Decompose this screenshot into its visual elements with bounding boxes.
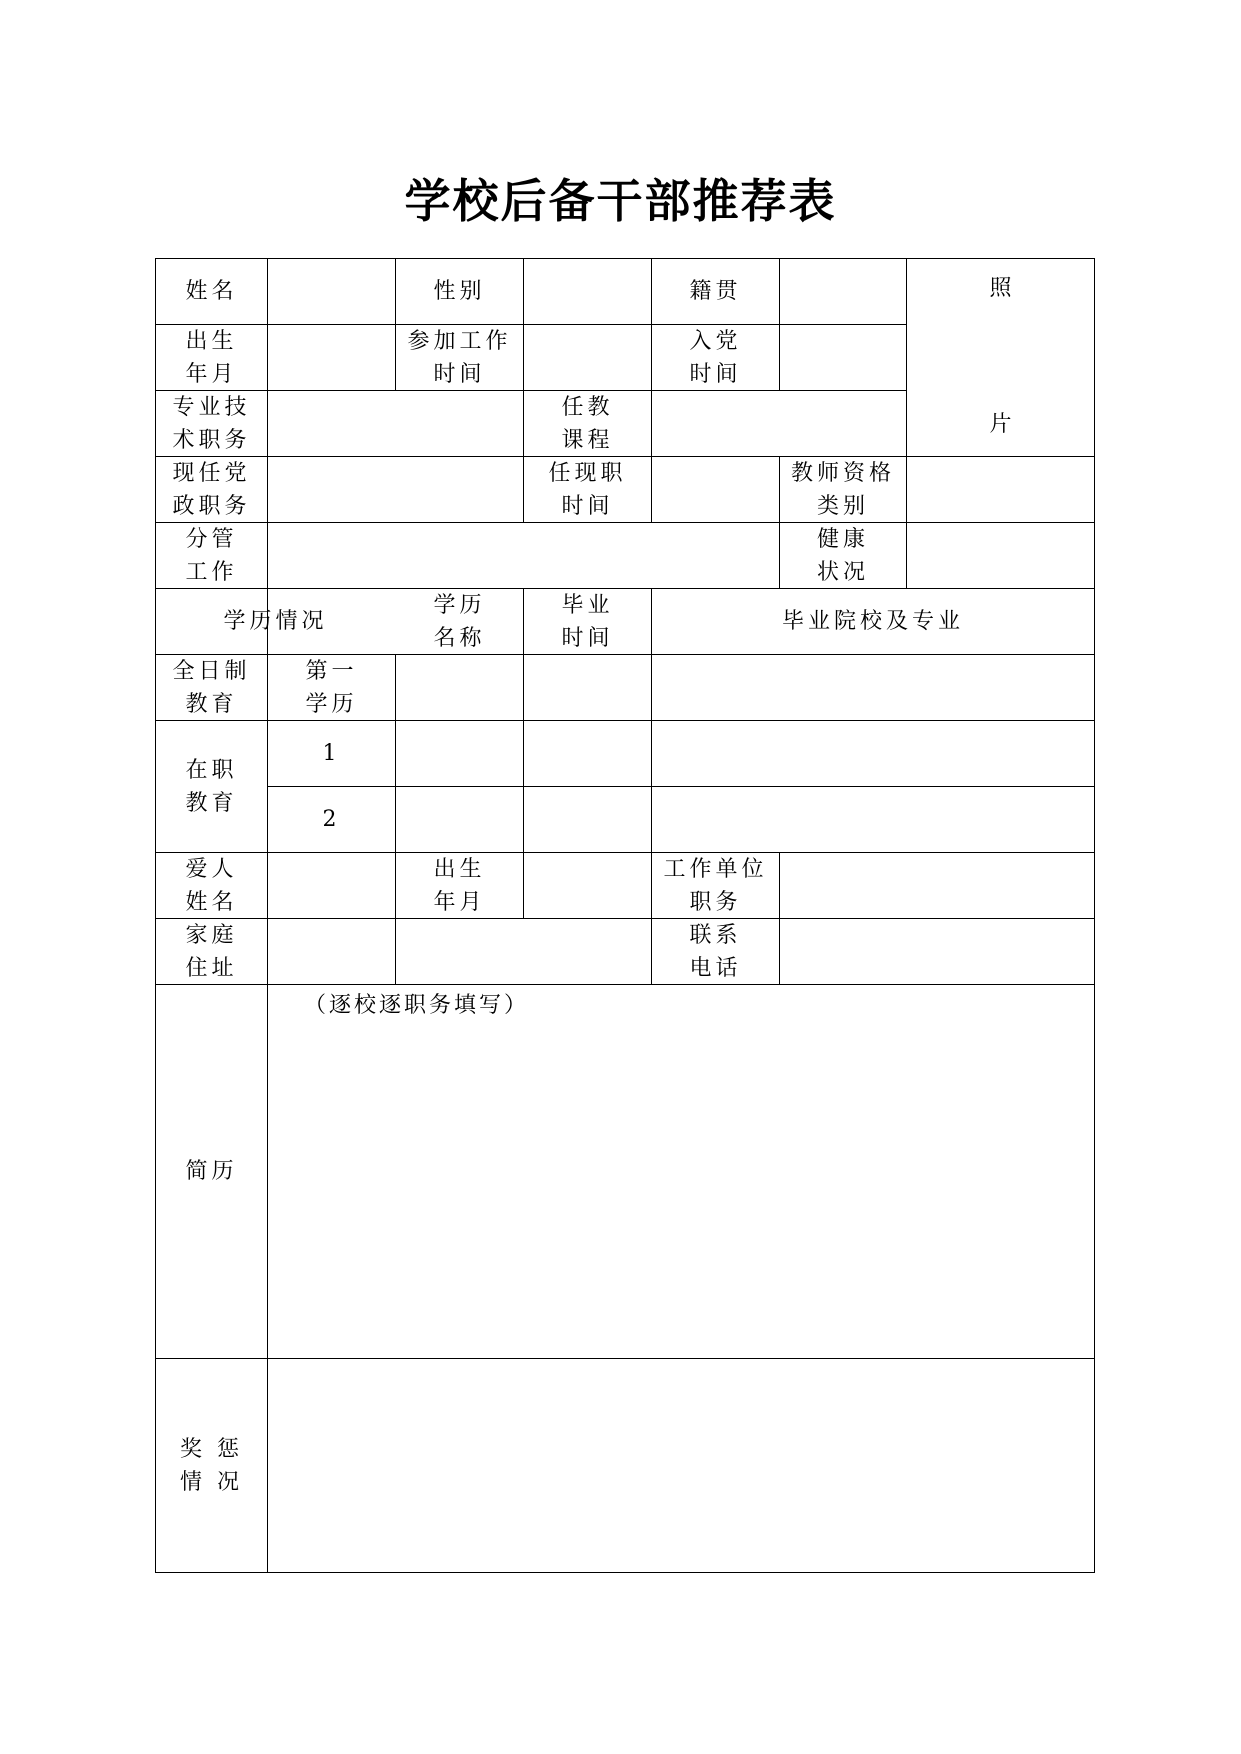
tech-title-field[interactable] xyxy=(268,391,523,456)
label-teacher-cert: 教师资格 类别 xyxy=(790,460,895,519)
post-time-field[interactable] xyxy=(652,457,779,522)
course-field[interactable] xyxy=(652,391,906,456)
label-course: 任教 课程 xyxy=(561,394,614,453)
name-field[interactable] xyxy=(268,259,395,324)
fulltime-grad-time-field[interactable] xyxy=(524,655,651,720)
photo-box[interactable]: 照 片 xyxy=(989,276,1012,437)
inservice-1-grad-time-field[interactable] xyxy=(524,721,651,786)
label-inservice: 在职 教育 xyxy=(185,757,238,816)
recommendation-form-table xyxy=(155,258,1095,1573)
inservice-1-school-field[interactable] xyxy=(652,721,1094,786)
fulltime-degree-field[interactable] xyxy=(396,655,523,720)
label-education: 学历情况 xyxy=(223,609,328,634)
label-degree-name: 学历 名称 xyxy=(433,592,486,651)
label-phone: 联系 电话 xyxy=(689,922,742,981)
form-title: 学校后备干部推荐表 xyxy=(404,174,837,228)
resume-field[interactable] xyxy=(268,985,1094,1358)
current-post-field[interactable] xyxy=(268,457,523,522)
table-border-right xyxy=(1094,258,1095,1573)
label-resume: 简历 xyxy=(185,1159,238,1184)
spouse-birth-field[interactable] xyxy=(524,853,651,918)
label-spouse-work: 工作单位 职务 xyxy=(663,856,768,915)
table-border-bottom xyxy=(155,1572,1095,1573)
spouse-work-field[interactable] xyxy=(780,853,1094,918)
inservice-1-degree-field[interactable] xyxy=(396,721,523,786)
label-birth: 出生 年月 xyxy=(185,328,238,387)
native-place-field[interactable] xyxy=(780,259,906,324)
label-spouse-birth: 出生 年月 xyxy=(433,856,486,915)
gender-field[interactable] xyxy=(524,259,651,324)
inservice-2-degree-field[interactable] xyxy=(396,787,523,852)
label-native-place: 籍贯 xyxy=(689,279,742,304)
label-awards: 奖 惩 情 况 xyxy=(180,1436,243,1495)
label-tech-title: 专业技 术职务 xyxy=(172,394,251,453)
inservice-row-2-index: 2 xyxy=(322,807,341,832)
label-gender: 性别 xyxy=(433,279,486,304)
label-post-time: 任现职 时间 xyxy=(548,460,627,519)
label-current-post: 现任党 政职务 xyxy=(172,460,251,519)
label-first-degree: 第一 学历 xyxy=(305,658,358,717)
label-responsibility: 分管 工作 xyxy=(185,526,238,585)
work-start-field[interactable] xyxy=(524,325,651,390)
label-work-start: 参加工作 时间 xyxy=(407,328,512,387)
health-field[interactable] xyxy=(907,523,1094,588)
fulltime-school-field[interactable] xyxy=(652,655,1094,720)
phone-field[interactable] xyxy=(780,919,1094,984)
label-fulltime: 全日制 教育 xyxy=(172,658,251,717)
birth-field[interactable] xyxy=(268,325,395,390)
label-school-major: 毕业院校及专业 xyxy=(781,609,964,634)
label-health: 健康 状况 xyxy=(816,526,869,585)
inservice-2-school-field[interactable] xyxy=(652,787,1094,852)
party-join-field[interactable] xyxy=(780,325,906,390)
label-name: 姓名 xyxy=(185,279,238,304)
label-party-join: 入党 时间 xyxy=(689,328,742,387)
resume-hint: （逐校逐职务填写） xyxy=(304,993,530,1018)
label-grad-time: 毕业 时间 xyxy=(561,592,614,651)
inservice-row-1-index: 1 xyxy=(322,741,341,766)
label-spouse-name: 爱人 姓名 xyxy=(185,856,238,915)
spouse-name-field[interactable] xyxy=(268,853,395,918)
inservice-2-grad-time-field[interactable] xyxy=(524,787,651,852)
teacher-cert-field[interactable] xyxy=(907,457,1094,522)
label-address: 家庭 住址 xyxy=(185,922,238,981)
awards-field[interactable] xyxy=(268,1359,1094,1572)
address-field[interactable] xyxy=(268,919,651,984)
responsibility-field[interactable] xyxy=(268,523,779,588)
